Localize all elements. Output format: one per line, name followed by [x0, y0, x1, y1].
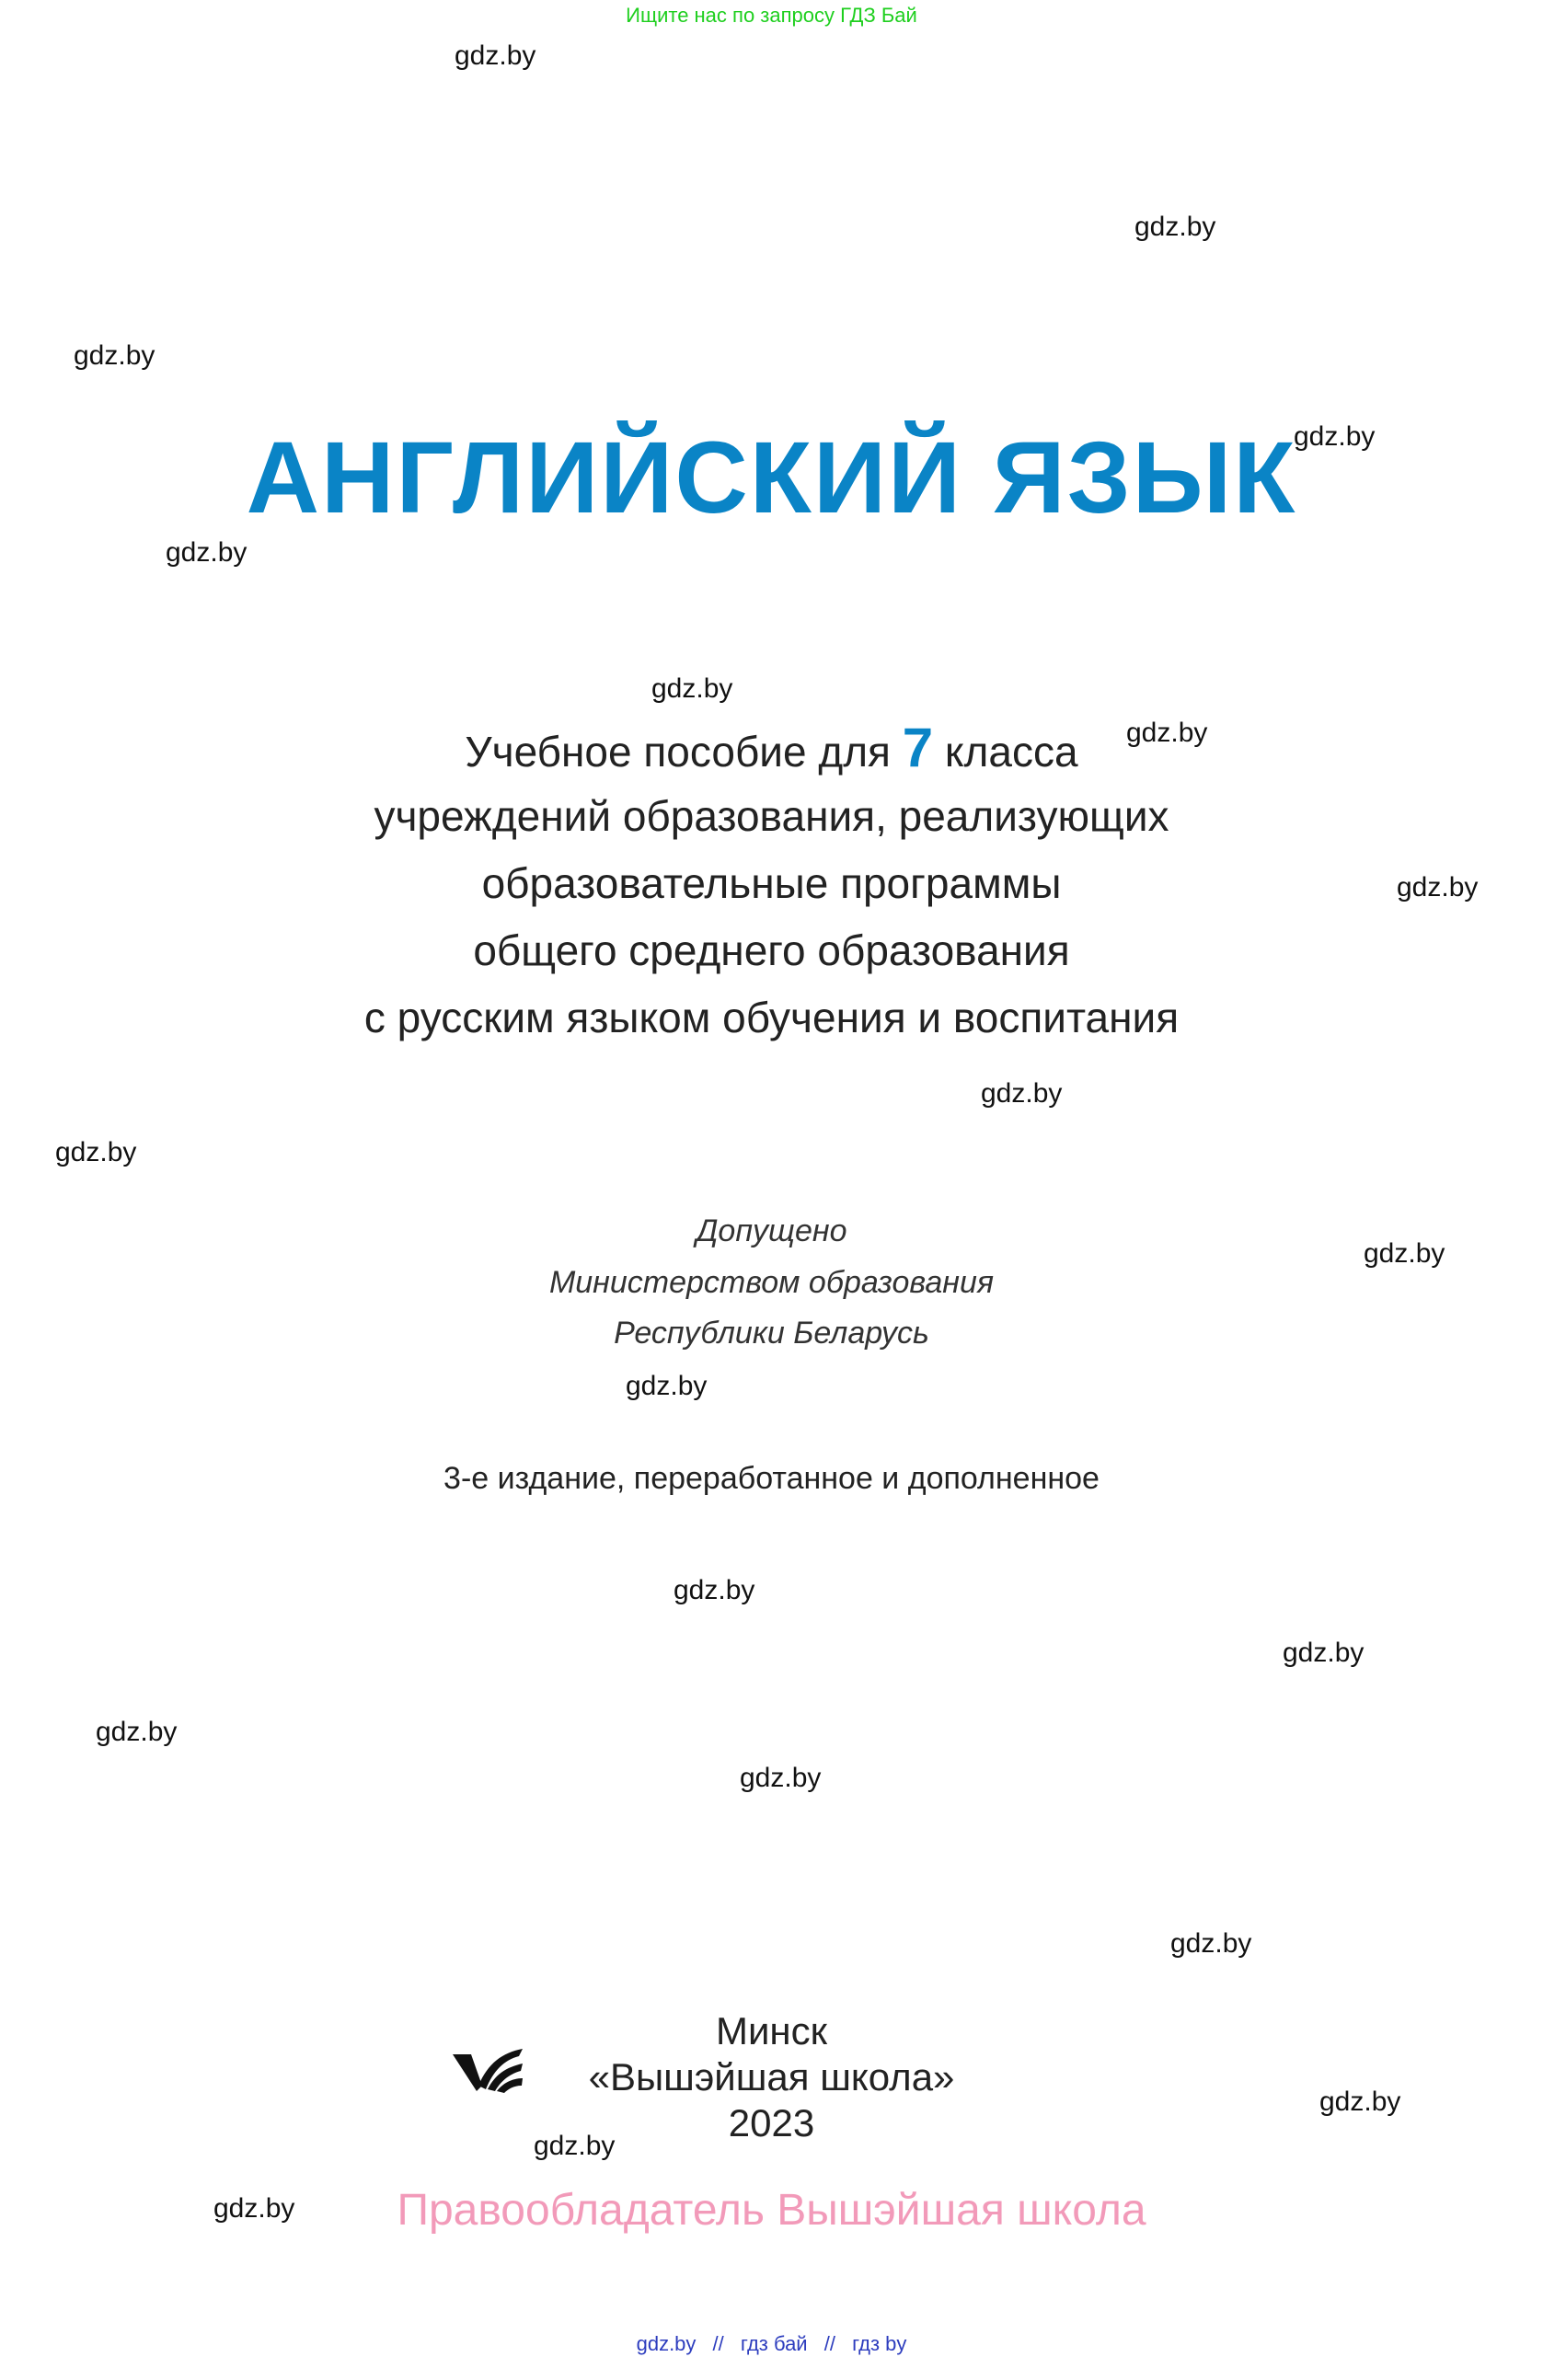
footer-link[interactable]: гдз by	[852, 2332, 907, 2355]
footer-separator: //	[712, 2332, 724, 2355]
approval-line-1: Допущено	[696, 1213, 847, 1248]
subtitle-line-1	[0, 714, 1543, 786]
watermark: gdz.by	[674, 1575, 755, 1605]
watermark: gdz.by	[55, 1137, 137, 1167]
watermark: gdz.by	[74, 340, 155, 371]
watermark: gdz.by	[1170, 1928, 1252, 1959]
watermark: gdz.by	[981, 1078, 1063, 1109]
top-note: Ищите нас по запросу ГДЗ Бай	[626, 4, 917, 27]
publisher-logo-icon	[451, 2045, 524, 2097]
watermark: gdz.by	[1397, 872, 1479, 903]
subtitle-text-after: класса	[944, 728, 1078, 776]
imprint-year: 2023	[728, 2101, 815, 2144]
watermark: gdz.by	[1134, 212, 1216, 242]
subtitle-line-2: учреждений образования, реализующих	[374, 792, 1169, 840]
watermark: gdz.by	[213, 2193, 295, 2224]
watermark: gdz.by	[651, 673, 733, 704]
watermark: gdz.by	[166, 537, 248, 568]
watermark: gdz.by	[1126, 718, 1208, 748]
watermark: gdz.by	[1294, 421, 1376, 452]
grade-number: 7	[902, 717, 934, 778]
subtitle-line-5: с русским языком обучения и воспитания	[363, 994, 1180, 1041]
imprint-publisher: «Вышэйшая школа»	[588, 2055, 955, 2098]
watermark: gdz.by	[1283, 1638, 1365, 1668]
footer-link[interactable]: гдз бай	[740, 2332, 808, 2355]
watermark: gdz.by	[1364, 1238, 1445, 1269]
book-title: АНГЛИЙСКИЙ ЯЗЫК	[246, 421, 1297, 535]
watermark: gdz.by	[1319, 2087, 1401, 2117]
watermark: gdz.by	[534, 2131, 616, 2161]
watermark: gdz.by	[96, 1717, 178, 1747]
watermark: gdz.by	[626, 1371, 708, 1401]
subtitle-line-3: образовательные программы	[481, 859, 1062, 907]
approval-line-3: Республики Беларусь	[614, 1316, 929, 1351]
footer-links	[0, 2332, 1543, 2356]
copyright-holder: Правообладатель Вышэйшая школа	[397, 2186, 1146, 2235]
watermark: gdz.by	[455, 40, 536, 71]
subtitle-line-4: общего среднего образования	[473, 926, 1070, 974]
approval-line-2: Министерством образования	[548, 1265, 995, 1300]
watermark: gdz.by	[740, 1763, 822, 1793]
edition-note: 3-е издание, переработанное и дополненное	[443, 1461, 1100, 1496]
subtitle-text-before: Учебное пособие для	[465, 728, 891, 776]
footer-link[interactable]: gdz.by	[636, 2332, 697, 2355]
footer-separator: //	[823, 2332, 835, 2355]
imprint-city: Минск	[715, 2009, 828, 2052]
